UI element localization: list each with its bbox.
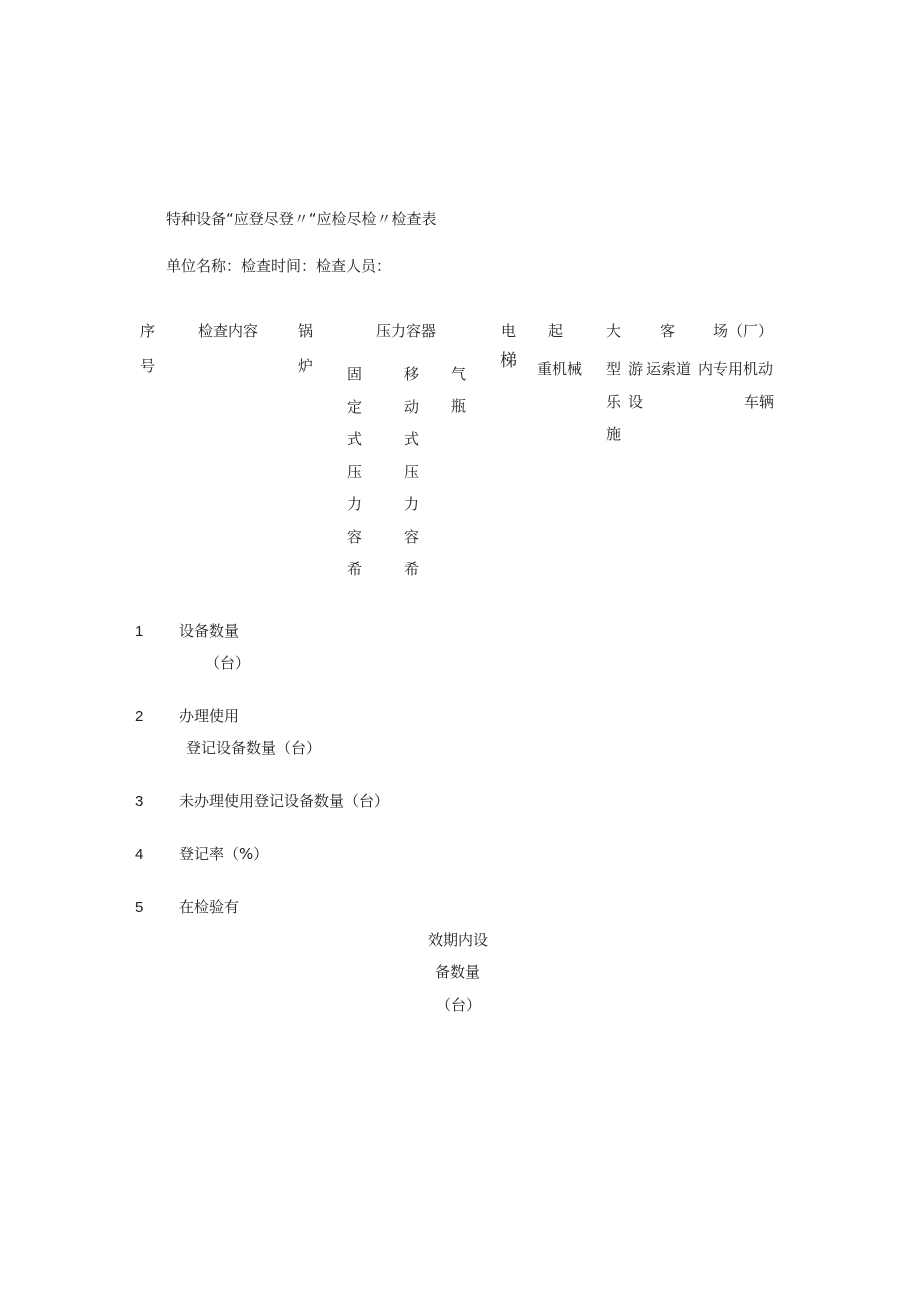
row-label: 未办理使用登记设备数量（台） xyxy=(179,792,390,810)
mobile-vessel-char: 动 xyxy=(404,397,420,416)
header-pressure-vessel: 压力容器 xyxy=(376,322,437,340)
header-vehicle-2: 内专用机动 xyxy=(698,360,774,378)
fixed-vessel-char: 式 xyxy=(347,430,363,448)
mobile-vessel-char: 移 xyxy=(404,365,420,383)
header-boiler-2: 炉 xyxy=(298,357,314,375)
header-ropeway-1: 客 xyxy=(660,322,676,340)
mobile-vessel-char: 式 xyxy=(404,430,420,448)
header-mobile-vessel xyxy=(404,367,419,595)
header-elevator-2: 梯 xyxy=(500,351,517,371)
row-label: 设备数量 xyxy=(179,622,240,640)
header-crane-2: 重机械 xyxy=(537,360,583,378)
mobile-vessel-char: 压 xyxy=(404,462,420,481)
header-fixed-vessel xyxy=(347,367,362,595)
header-gas-cylinder-2: 瓶 xyxy=(451,397,467,415)
mobile-vessel-char: 希 xyxy=(404,560,420,578)
row-label-cont: （台） xyxy=(205,654,251,672)
row-number: 5 xyxy=(135,899,144,916)
header-content: 检查内容 xyxy=(198,322,259,340)
row-label-cont: 备数量 xyxy=(435,963,481,981)
document-meta-line: 单位名称：检查时间：检查人员： xyxy=(166,257,392,275)
header-elevator-1: 电 xyxy=(501,322,517,340)
fixed-vessel-char: 力 xyxy=(347,495,363,513)
row-number: 2 xyxy=(135,708,144,725)
header-vehicle-3: 车辆 xyxy=(744,393,775,411)
fixed-vessel-char: 固 xyxy=(347,365,363,383)
row-label-cont: 效期内设 xyxy=(428,931,489,949)
header-amusement-2: 型 xyxy=(606,360,622,378)
header-boiler-1: 锅 xyxy=(298,322,314,340)
header-amusement-4: 施 xyxy=(606,425,622,443)
header-seq-2: 号 xyxy=(140,357,156,375)
header-gas-cylinder-1: 气 xyxy=(451,365,467,383)
row-label: 登记率（%） xyxy=(179,845,269,863)
fixed-vessel-char: 希 xyxy=(347,560,363,578)
header-amusement-3: 乐 xyxy=(606,393,622,411)
mobile-vessel-char: 力 xyxy=(404,495,420,513)
header-amusement-side-2: 设 xyxy=(628,393,644,411)
fixed-vessel-char: 容 xyxy=(347,527,363,546)
mobile-vessel-char: 容 xyxy=(404,527,420,546)
document-title: 特种设备“应登尽登〃“应检尽检〃检查表 xyxy=(166,210,437,228)
row-label: 办理使用 xyxy=(179,707,240,725)
row-number: 1 xyxy=(135,623,144,640)
header-amusement-1: 大 xyxy=(606,322,622,340)
row-number: 4 xyxy=(135,846,144,863)
header-vehicle-1: 场（厂） xyxy=(713,322,774,340)
row-number: 3 xyxy=(135,793,144,810)
header-ropeway-2: 运索道 xyxy=(646,360,692,378)
fixed-vessel-char: 定 xyxy=(347,397,363,416)
row-label-cont: （台） xyxy=(436,996,482,1014)
fixed-vessel-char: 压 xyxy=(347,462,363,481)
header-amusement-side-1: 游 xyxy=(628,360,644,378)
header-seq-1: 序 xyxy=(140,322,156,340)
header-crane-1: 起 xyxy=(548,322,564,340)
row-label: 在检验有 xyxy=(179,898,240,916)
row-label-cont: 登记设备数量（台） xyxy=(186,739,322,757)
